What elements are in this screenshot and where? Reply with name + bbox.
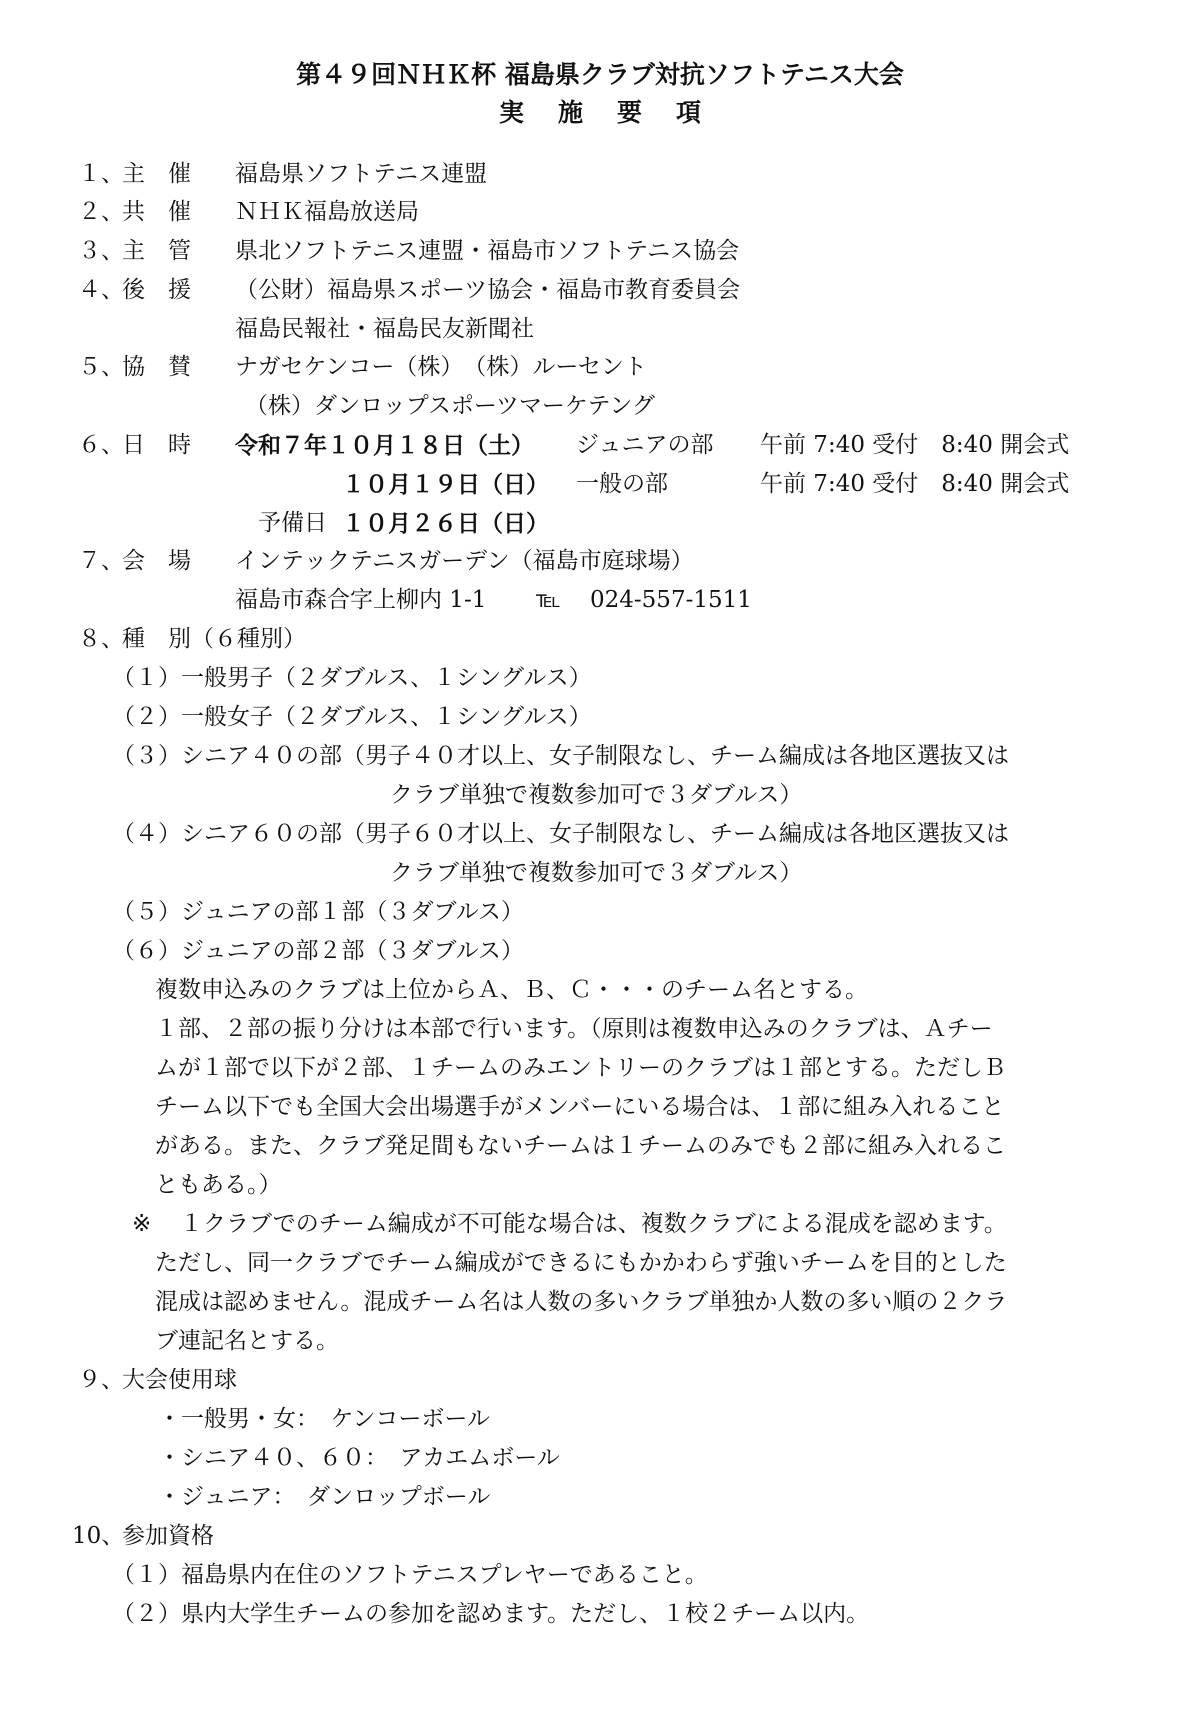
ball-general: ・一般男・女： ケンコーボール [158, 1406, 490, 1432]
eligibility-2: （２）県内大学生チームの参加を認めます。ただし、１校２チーム以内。 [112, 1601, 870, 1627]
category-3-continued: クラブ単独で複数参加可で３ダブルス） [390, 782, 803, 808]
item-label: 参加資格 [122, 1523, 214, 1549]
note-line: １部、２部の振り分けは本部で行います。（原則は複数申込みのクラブは、Ａチー [155, 1016, 993, 1042]
item-label: 会 場 [122, 548, 191, 574]
venue-address: 福島市森合字上柳内 1-1 [235, 587, 487, 613]
item-number: ４、 [78, 277, 124, 303]
item-number: １、 [78, 161, 124, 187]
tel-icon: ℡ [536, 587, 561, 613]
mixed-team-note: 混成は認めません。混成チーム名は人数の多いクラブ単独か人数の多い順の２クラ [155, 1289, 1008, 1315]
item-label: 後 援 [122, 277, 191, 303]
day2-division: 一般の部 [576, 471, 668, 497]
eligibility-1: （１）福島県内在住のソフトテニスプレヤーであること。 [112, 1562, 708, 1588]
item-value: インテックテニスガーデン（福島市庭球場） [235, 548, 694, 574]
item-label: 協 賛 [122, 354, 191, 380]
item-value: ＮＨＫ福島放送局 [235, 199, 419, 225]
item-number: 10、 [72, 1523, 125, 1549]
page-title: 第４９回ＮＨＫ杯 福島県クラブ対抗ソフトテニス大会 [296, 60, 904, 89]
note-line: チーム以下でも全国大会出場選手がメンバーにいる場合は、１部に組み入れること [155, 1094, 1005, 1120]
item-number: ７、 [78, 548, 124, 574]
item-label: 種 別（６種別） [122, 626, 306, 652]
item-label: 主 管 [122, 238, 191, 264]
item-number: ９、 [78, 1367, 124, 1393]
mixed-team-note: ブ連記名とする。 [155, 1328, 339, 1354]
category-4-continued: クラブ単独で複数参加可で３ダブルス） [390, 860, 803, 886]
item-number: ６、 [78, 432, 124, 458]
item-value: ナガセケンコー（株） （株）ルーセント [235, 354, 647, 380]
item-number: ５、 [78, 354, 124, 380]
item-value-continued: （株）ダンロップスポーツマーケテング [245, 393, 655, 419]
category-2: （２）一般女子（２ダブルス、１シングルス） [112, 704, 592, 730]
item-number: ２、 [78, 199, 124, 225]
category-6: （６）ジュニアの部２部（３ダブルス） [112, 938, 524, 964]
note-line: ともある。） [155, 1172, 282, 1198]
note-mark: ※ [132, 1211, 152, 1237]
item-value: 福島県ソフトテニス連盟 [235, 161, 488, 187]
item-value-continued: 福島民報社・福島民友新聞社 [235, 316, 534, 342]
mixed-team-note: １クラブでのチーム編成が不可能な場合は、複数クラブによる混成を認めます。 [180, 1211, 1007, 1237]
item-number: ８、 [78, 626, 124, 652]
page-subtitle: 実施要項 [498, 98, 735, 127]
item-value: （公財）福島県スポーツ協会・福島市教育委員会 [235, 277, 741, 303]
reserve-date: １０月２６日（日） [342, 510, 549, 537]
category-4: （４）シニア６０の部（男子６０才以上、女子制限なし、チーム編成は各地区選抜又は [112, 821, 1009, 847]
note-line: ムが１部で以下が２部、１チームのみエントリーのクラブは１部とする。ただしＢ [155, 1055, 1006, 1081]
reserve-label: 予備日 [258, 510, 327, 536]
day2-date: １０月１９日（日） [342, 471, 549, 498]
category-5: （５）ジュニアの部１部（３ダブルス） [112, 899, 524, 925]
ball-junior: ・ジュニア： ダンロップボール [158, 1484, 491, 1510]
item-value: 県北ソフトテニス連盟・福島市ソフトテニス協会 [235, 238, 740, 264]
mixed-team-note: ただし、同一クラブでチーム編成ができるにもかかわらず強いチームを目的とした [155, 1250, 1007, 1276]
venue-tel: 024-557-1511 [590, 587, 752, 613]
item-label: 共 催 [122, 199, 191, 225]
category-3: （３）シニア４０の部（男子４０才以上、女子制限なし、チーム編成は各地区選抜又は [112, 743, 1009, 769]
day1-time: 午前 7:40 受付 8:40 開会式 [760, 432, 1070, 458]
note-line: 複数申込みのクラブは上位からＡ、Ｂ、Ｃ・・・のチーム名とする。 [155, 977, 868, 1003]
day2-time: 午前 7:40 受付 8:40 開会式 [760, 471, 1070, 497]
ball-senior: ・シニア４０、６０： アカエムボール [158, 1445, 560, 1471]
item-label: 日 時 [122, 432, 191, 458]
item-label: 主 催 [122, 161, 191, 187]
category-1: （１）一般男子（２ダブルス、１シングルス） [112, 665, 592, 691]
day1-division: ジュニアの部 [576, 432, 714, 458]
item-label: 大会使用球 [122, 1367, 237, 1393]
day1-date: 令和７年１０月１８日（土） [235, 432, 534, 459]
item-number: ３、 [78, 238, 124, 264]
note-line: がある。また、クラブ発足間もないチームは１チームのみでも２部に組み入れるこ [155, 1133, 1006, 1159]
